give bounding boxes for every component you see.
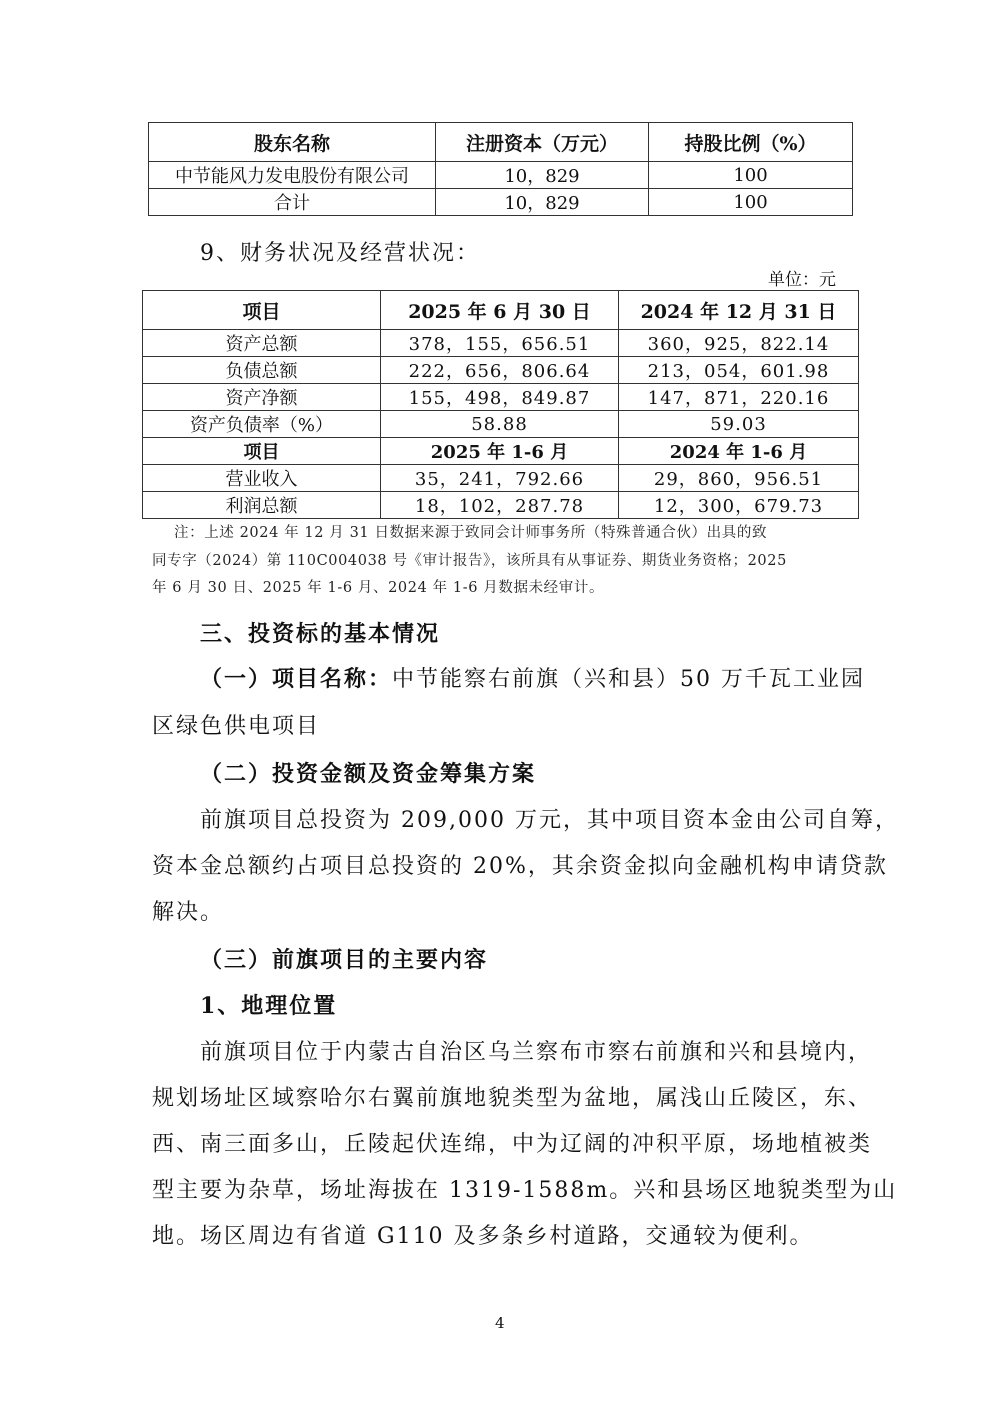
table-header-row	[143, 291, 859, 330]
paragraph-line: 资本金总额约占项目总投资的 20%，其余资金拟向金融机构申请贷款	[152, 854, 888, 879]
table-cell: 35，241，792.66	[381, 465, 619, 492]
paragraph-line: 前旗项目总投资为 209,000 万元，其中项目资本金由公司自筹，	[200, 808, 899, 833]
header-cell: 持股比例（%）	[649, 123, 853, 162]
paragraph-line: 解决。	[152, 900, 225, 925]
table-cell: 155，498，849.87	[381, 384, 619, 411]
table-cell: 378，155，656.51	[381, 330, 619, 357]
item-1-line	[200, 662, 865, 693]
header-cell: 2024 年 12 月 31 日	[619, 291, 859, 330]
table-row	[149, 189, 853, 216]
table-cell: 10，829	[436, 189, 649, 216]
paragraph-line: 前旗项目位于内蒙古自治区乌兰察布市察右前旗和兴和县境内，	[200, 1040, 873, 1065]
paragraph-line: 型主要为杂草，场址海拔在 1319-1588m。兴和县场区地貌类型为山	[152, 1178, 898, 1203]
table-cell: 100	[649, 189, 853, 216]
table-cell: 营业收入	[143, 465, 381, 492]
table-cell: 147，871，220.16	[619, 384, 859, 411]
table-row	[149, 162, 853, 189]
table-cell: 合计	[149, 189, 436, 216]
finance-table	[142, 290, 859, 519]
table-cell: 29，860，956.51	[619, 465, 859, 492]
item-2-label: （二）投资金额及资金筹集方案	[200, 761, 537, 787]
table-subheader-row	[143, 438, 859, 465]
table-row	[143, 330, 859, 357]
item-1-text: 中节能察右前旗（兴和县）50 万千瓦工业园	[392, 667, 866, 692]
paragraph-line: 规划场址区域察哈尔右翼前旗地貌类型为盆地，属浅山丘陵区，东、	[152, 1086, 873, 1111]
table-cell: 18，102，287.78	[381, 492, 619, 519]
table-row	[143, 411, 859, 438]
table-cell: 58.88	[381, 411, 619, 438]
subheader-cell: 项目	[143, 438, 381, 465]
table-cell: 360，925，822.14	[619, 330, 859, 357]
table-row	[143, 357, 859, 384]
header-cell: 2025 年 6 月 30 日	[381, 291, 619, 330]
table-cell: 资产总额	[143, 330, 381, 357]
item-3-label: （三）前旗项目的主要内容	[200, 947, 489, 973]
header-cell: 股东名称	[149, 123, 436, 162]
page-number: 4	[495, 1314, 505, 1332]
paragraph-line: 西、南三面多山，丘陵起伏连绵，中为辽阔的冲积平原，场地植被类	[152, 1132, 873, 1157]
note-line: 年 6 月 30 日、2025 年 1-6 月、2024 年 1-6 月数据未经审计。	[152, 580, 605, 596]
table-cell: 10，829	[436, 162, 649, 189]
table-cell: 负债总额	[143, 357, 381, 384]
table-cell: 资产负债率（%）	[143, 411, 381, 438]
item-1-label: （一）项目名称：	[200, 666, 393, 692]
table-row	[143, 492, 859, 519]
subheader-cell: 2025 年 1-6 月	[381, 438, 619, 465]
table-cell: 利润总额	[143, 492, 381, 519]
section-3-title: 三、投资标的基本情况	[200, 621, 441, 647]
table-cell: 100	[649, 162, 853, 189]
header-cell: 注册资本（万元）	[436, 123, 649, 162]
table-row	[143, 384, 859, 411]
note-line: 同专字（2024）第 110C004038 号《审计报告》，该所具有从事证券、期货业务资格；2025	[152, 553, 787, 569]
table-cell: 213，054，601.98	[619, 357, 859, 384]
table-cell: 222，656，806.64	[381, 357, 619, 384]
subheader-cell: 2024 年 1-6 月	[619, 438, 859, 465]
shareholder-table	[148, 122, 853, 216]
section-9-title: 9、财务状况及经营状况：	[200, 241, 480, 266]
note-line: 注：上述 2024 年 12 月 31 日数据来源于致同会计师事务所（特殊普通合伙）出具的致	[174, 525, 768, 541]
item-1-text-cont: 区绿色供电项目	[152, 714, 321, 739]
table-cell: 12，300，679.73	[619, 492, 859, 519]
table-row	[143, 465, 859, 492]
table-cell: 59.03	[619, 411, 859, 438]
unit-label: 单位：元	[768, 270, 836, 290]
subsection-1-label: 1、地理位置	[200, 993, 338, 1019]
table-header-row	[149, 123, 853, 162]
table-cell: 资产净额	[143, 384, 381, 411]
paragraph-line: 地。场区周边有省道 G110 及多条乡村道路，交通较为便利。	[152, 1224, 814, 1249]
table-cell: 中节能风力发电股份有限公司	[149, 162, 436, 189]
header-cell: 项目	[143, 291, 381, 330]
